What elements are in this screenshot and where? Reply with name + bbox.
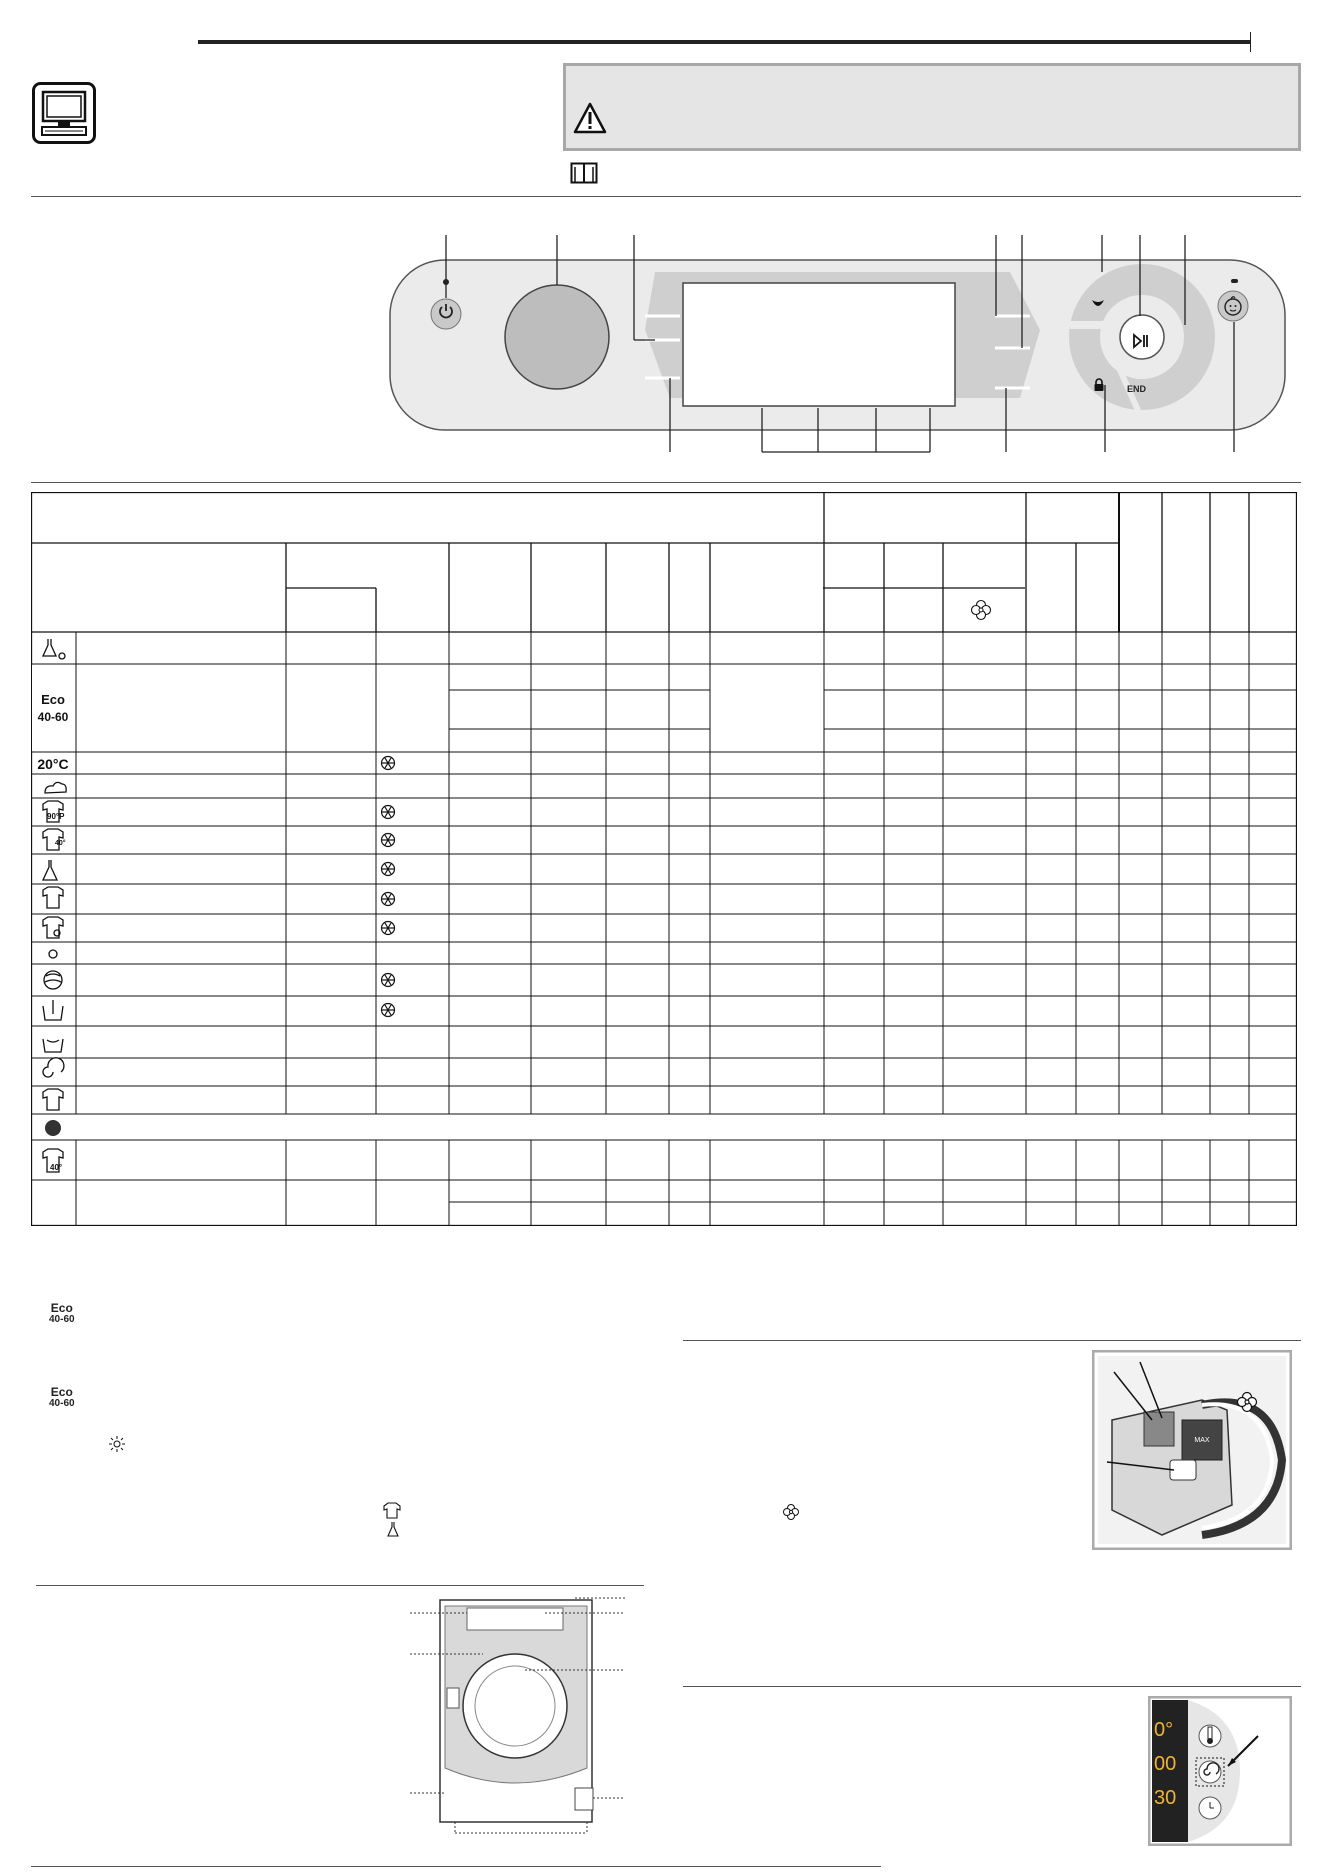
section-divider-table xyxy=(31,482,1301,483)
timer-icon xyxy=(1199,1797,1221,1819)
note-eco-icon-1: Eco 40-60 xyxy=(49,1301,75,1325)
detergent-dispenser-photo xyxy=(1092,1350,1292,1550)
start-pause-icon[interactable] xyxy=(1126,328,1152,354)
eco-label-line2: 40-60 xyxy=(37,710,69,724)
leaf-icon[interactable] xyxy=(1091,298,1105,310)
cotton-90-label: 90°P xyxy=(47,812,65,821)
display-detail-photo xyxy=(1148,1696,1292,1846)
section-divider-top xyxy=(31,196,1301,197)
bottom-40-label: 40° xyxy=(50,1163,63,1172)
svg-text:MAX: MAX xyxy=(1194,1437,1210,1444)
computer-icon xyxy=(32,82,96,144)
svg-text:30: 30 xyxy=(1154,1787,1177,1809)
programme-table xyxy=(31,492,1297,1226)
divider-spin xyxy=(683,1686,1301,1687)
flower-icon xyxy=(972,601,991,620)
note-eco-icon-2: Eco 40-60 xyxy=(49,1385,75,1409)
svg-text:0°: 0° xyxy=(1154,1719,1174,1741)
flower-icon-note xyxy=(782,1503,800,1521)
cotton-40-label: 40° xyxy=(55,840,66,847)
svg-text:00: 00 xyxy=(1154,1753,1177,1775)
power-icon[interactable] xyxy=(437,302,455,320)
eco-label-line1: Eco xyxy=(41,692,65,707)
divider-softener xyxy=(683,1340,1301,1341)
warning-triangle-icon xyxy=(572,101,608,135)
control-panel-diagram xyxy=(380,230,1300,460)
spiral-icon xyxy=(1199,1761,1221,1783)
snowflake-icon xyxy=(382,757,395,1017)
child-face-icon[interactable] xyxy=(1220,294,1246,318)
temp-20-label: 20°C xyxy=(37,756,69,772)
footer-rule xyxy=(31,1866,881,1867)
lock-icon[interactable] xyxy=(1093,378,1105,392)
divider-machine xyxy=(36,1585,644,1586)
warning-box xyxy=(563,63,1301,151)
open-book-icon xyxy=(570,162,598,184)
tshirt-flask-icons xyxy=(382,1502,404,1538)
end-label: END xyxy=(1127,384,1147,394)
thermometer-icon xyxy=(1199,1725,1221,1747)
sun-icon xyxy=(108,1435,126,1453)
header-rule-tick xyxy=(1250,32,1251,52)
header-rule xyxy=(198,40,1250,44)
washing-machine-front-diagram xyxy=(405,1588,630,1860)
